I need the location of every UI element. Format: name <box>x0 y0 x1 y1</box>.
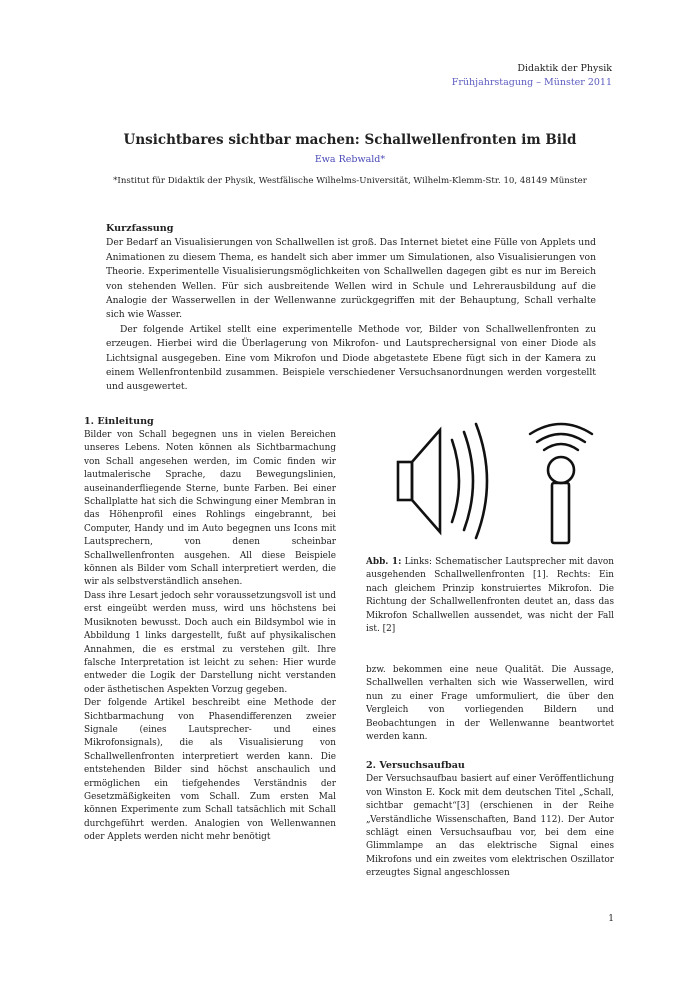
section-1-paragraph-3: Der folgende Artikel beschreibt eine Methode der Sichtbarmachung von Phasendifferenzen zweier Signale (eines Lautsprecher- und eines Mikrofonsignals), die als Visualisierung von Schallwellenfronten interpretiert werden kann. Die entstehenden Bilder sind höchst anschaulich und ermöglichen ein tiefgehendes Verständnis der Gesetzmäßigkeiten vom Schall. Zum ersten Mal können Experimente zum Schall tatsächlich mit Schall durchgeführt werden. Analogien von Wellenwannen oder Applets werden nicht mehr benötigt <box>84 698 336 843</box>
figure-1-caption <box>366 556 614 636</box>
section-2-heading: 2. Versuchsaufbau <box>366 760 465 772</box>
sound-waves-icon <box>452 424 487 538</box>
abstract-paragraph-2: Der folgende Artikel stellt eine experimentelle Methode vor, Bilder von Schallwellenfronten zu erzeugen. Hierbei wird die Überlagerung von Mikrofon- und Lautsprechersignal von einer Diode als Lichtsignal ausgegeben. Eine vom Mikrofon und Diode abgetastete Ebene fügt sich in der Kamera zu einem Wellenfrontenbild zusammen. Beispiele verschiedener Versuchsanordnungen werden vorgestellt und ausgewertet. <box>106 323 596 393</box>
microphone-waves-icon <box>530 424 592 450</box>
running-header <box>452 62 612 90</box>
abstract <box>106 222 596 395</box>
section-1-heading: 1. Einleitung <box>84 416 154 427</box>
section-1-paragraph-1: Bilder von Schall begegnen uns in vielen Bereichen unseres Lebens. Noten können als Sichtbarmachung von Schall angesehen werden, im Comic finden wir lautmalerische Sprache, dazu Bewegungslinien, auseinanderfliegende Sterne, bunte Farben. Bei einer Schallplatte hat sich die Schwingung einer Membran in das Höhenprofil eines Rohlings eingebrannt, bei Computer, Handy und im Auto begegnen uns Icons mit Lautsprechern, von denen scheinbar Schallwellenfronten ausgehen. All diese Beispiele können als Bilder vom Schall interpretiert werden, die wir als selbstverständlich ansehen. <box>84 430 336 588</box>
loudspeaker-icon <box>398 430 440 532</box>
left-column <box>84 414 336 914</box>
figure-1-caption-text: Links: Schematischer Lautsprecher mit davon ausgehenden Schallwellenfronten [1]. Rechts: Ein nach gleichem Prinzip konstruiertes Mikrofon. Die Richtung der Schallwellenfronten deutet an, dass das Mikrofon Schallwellen aussendet, was nicht der Fall ist. [2] <box>366 557 614 635</box>
abstract-paragraph-1: Der Bedarf an Visualisierungen von Schallwellen ist groß. Das Internet bietet eine Fülle von Applets und Animationen zu diesem Thema, es handelt sich aber immer um Simulationen, also Visualisierungen von Theorie. Experimentelle Visualisierungsmöglichkeiten von Schallwellen dagegen gibt es nur im Bereich von stehenden Wellen. Für sich ausbreitende Wellen wird in Schule und Lehrerausbildung auf die Analogie der Wasserwellen in der Wellenwanne zurückgegriffen mit der Behauptung, Schall verhalte sich wie Wasser. <box>106 237 596 321</box>
section-1-paragraph-2: Dass ihre Lesart jedoch sehr voraussetzungsvoll ist und erst eingeübt werden muss, wird uns höchstens bei Musiknoten bewusst. Doch auch ein Bildsymbol wie in Abbildung 1 links dargestellt, fußt auf physikalischen Annahmen, die es erstmal zu verstehen gilt. Ihre falsche Interpretation ist leicht zu sehen: Hier wurde entweder die Logik der Darstellung nicht verstanden oder ästhetischen Aspekten Vorzug gegeben. <box>84 590 336 695</box>
paper-title: Unsichtbares sichtbar machen: Schallwellenfronten im Bild <box>123 132 577 148</box>
right-column <box>366 664 614 924</box>
header-line-1: Didaktik der Physik <box>517 63 612 74</box>
abstract-heading: Kurzfassung <box>106 223 174 234</box>
page-number: 1 <box>608 914 614 924</box>
author[interactable]: Ewa Rebwald* <box>314 154 386 165</box>
affiliation: *Institut für Didaktik der Physik, Westfälische Wilhelms-Universität, Wilhelm-Klemm-Str. 10, 48149 Münster <box>113 176 587 186</box>
section-1-continuation: bzw. bekommen eine neue Qualität. Die Aussage, Schallwellen verhalten sich wie Wasserwellen, wird nun zu einer Frage umformuliert, die über den Vergleich von vorliegenden Bildern und Beobachtungen in der Wellenwanne beantwortet werden kann. <box>366 665 614 743</box>
figure-1-label: Abb. 1: <box>366 557 402 567</box>
section-2-paragraph-1: Der Versuchsaufbau basiert auf einer Veröffentlichung von Winston E. Kock mit dem deutschen Titel „Schall, sichtbar gemacht“[3] (erschienen in der Reihe „Verständliche Wissenschaften, Band 112). Der Autor schlägt einen Versuchsaufbau vor, bei dem eine Glimmlampe an das elektrische Signal eines Mikrofons und ein zweites vom elektrischen Oszillator erzeugtes Signal angeschlossen <box>366 774 614 879</box>
microphone-icon <box>548 457 574 543</box>
figure-1-illustration <box>380 418 612 548</box>
header-line-2: Frühjahrstagung – Münster 2011 <box>451 77 612 88</box>
